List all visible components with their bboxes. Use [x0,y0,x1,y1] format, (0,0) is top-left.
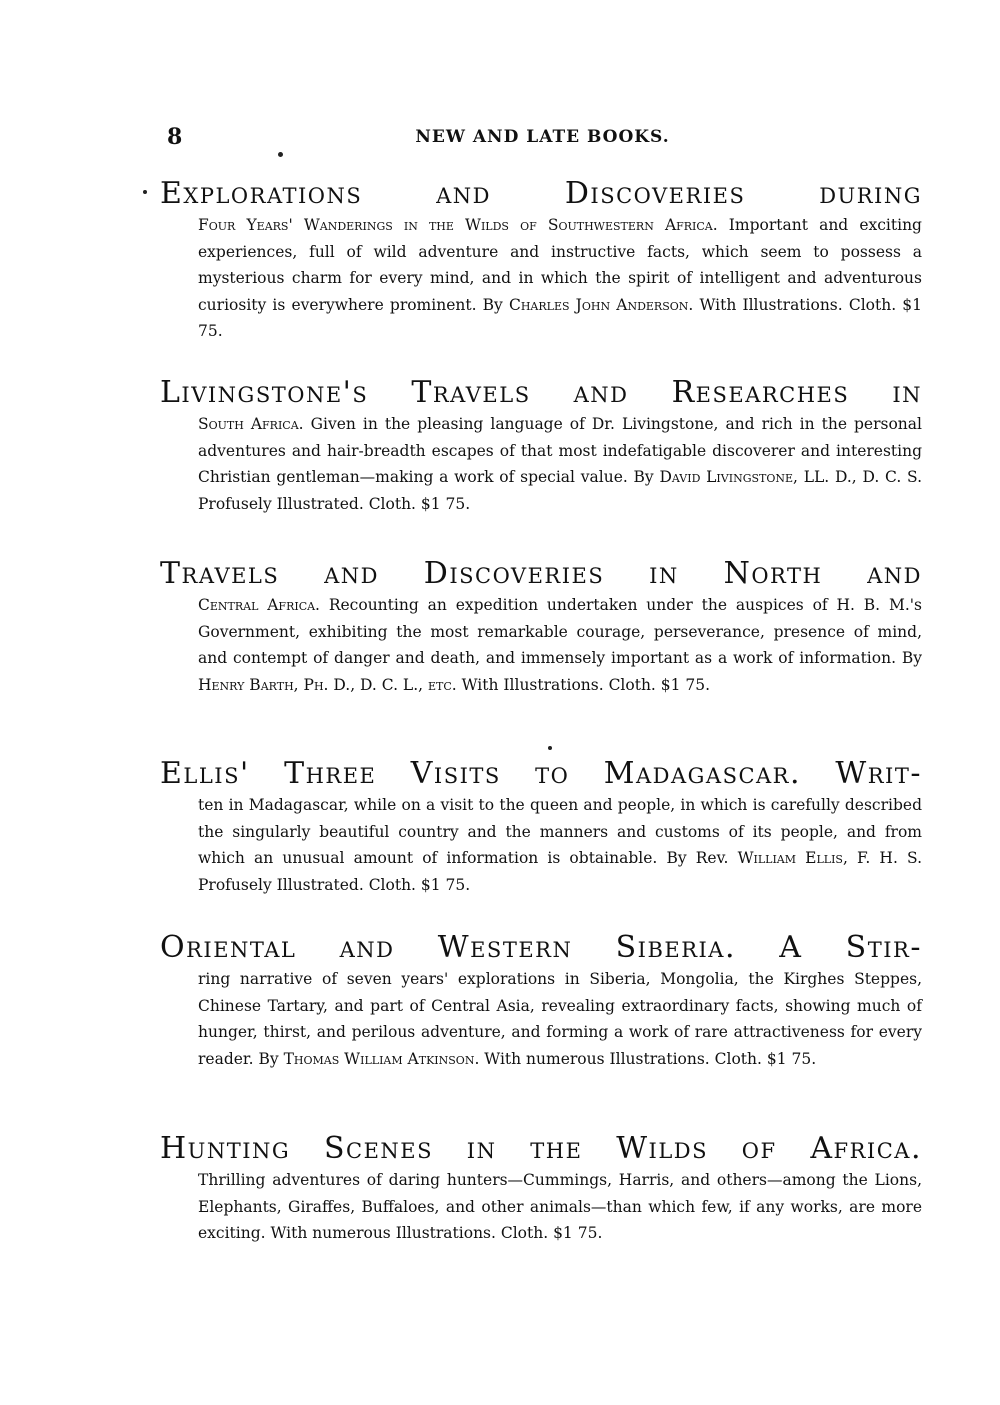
book-author: Thomas William Atkinson. [283,1049,480,1068]
book-description [198,411,922,517]
book-title: Livingstone's Travels and Researches in [160,375,922,410]
book-entry [160,176,922,345]
book-author: David Livingstone, LL. D., D. C. S. [659,468,922,486]
book-author: Henry Barth, Ph. D., D. C. L., etc. [198,675,457,694]
description-text: ring narrative of seven years' explorations in Siberia, Mongolia, the Kirghes Steppes, Chinese Tartary, and part of Central Asia, revealing extraordinary facts, showing much of hunger, thirst, and perilous adventure, and forming a work of rare attractiveness for every reader. By [198,970,922,1068]
book-entry [160,930,922,1072]
page-number: 8 [167,124,183,150]
book-description [198,212,922,345]
book-subtitle: South Africa. [198,415,304,433]
book-description [198,1167,922,1247]
book-price-line: Profusely Illustrated. Cloth. $1 75. [198,494,471,513]
book-subtitle: Central Africa. [198,596,320,614]
book-title: Oriental and Western Siberia. A Stir- [160,930,922,965]
book-entry [160,375,922,517]
book-title: Hunting Scenes in the Wilds of Africa. [160,1131,922,1166]
book-title: Explorations and Discoveries during [160,176,922,211]
book-entry [160,556,922,698]
book-subtitle: Four Years' Wanderings in the Wilds of Southwestern Africa. [198,216,718,234]
description-text: Thrilling adventures of daring hunters—Cummings, Harris, and others—among the Lions, Elephants, Giraffes, Buffaloes, and other animals—than which few, if any works, are more exciting. With numerous Illustrations. Cloth. $1 75. [198,1171,922,1242]
book-description [198,792,922,898]
running-head [165,124,920,154]
book-description [198,592,922,698]
book-price-line: With Illustrations. Cloth. $1 75. [456,675,711,694]
ink-speck [143,190,147,194]
book-price-line: Profusely Illustrated. Cloth. $1 75. [198,875,471,894]
book-title: Ellis' Three Visits to Madagascar. Writ- [160,756,922,791]
description-text: Given in the pleasing language of Dr. Livingstone, and rich in the personal adventures and hair-breadth escapes of that most indefatigable discoverer and interesting Christian gentleman—making a work of special value. By [198,415,922,486]
description-text: Important and exciting experiences, full of wild adventure and instructive facts, which seem to possess a mysterious charm for every mind, and in which the spirit of intelligent and adventurous curiosity is everywhere prominent. By [198,216,922,314]
book-entry [160,756,922,898]
book-price-line: With Illustrations. Cloth. $1 75. [198,295,923,340]
book-description [198,966,922,1072]
book-price-line: With numerous Illustrations. Cloth. $1 75. [479,1049,817,1068]
description-text: Recounting an expedition undertaken under the auspices of H. B. M.'s Government, exhibiting the most remarkable courage, perseverance, presence of mind, and contempt of danger and death, and immensely important as a work of information. By [198,596,922,667]
book-author: William Ellis, F. H. S. [737,849,923,867]
book-entry [160,1131,922,1247]
ink-speck [278,152,283,157]
running-title: NEW AND LATE BOOKS. [415,127,670,147]
ink-speck [548,746,552,750]
book-author: Charles John Anderson. [508,295,694,314]
book-title: Travels and Discoveries in North and [160,556,922,591]
description-text: ten in Madagascar, while on a visit to the queen and people, in which is carefully described the singularly beautiful country and the manners and customs of its people, and from which an unusual amount of information is obtainable. By Rev. [198,796,922,867]
